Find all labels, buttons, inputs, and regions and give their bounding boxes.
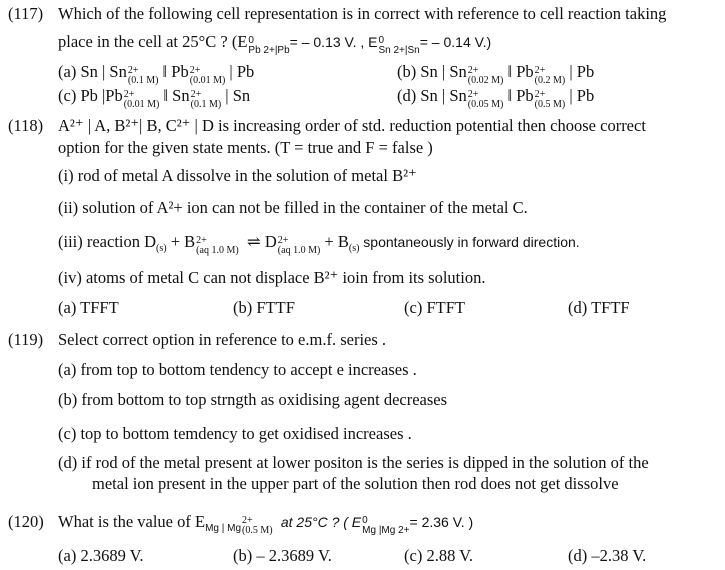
e-sn-term: [378, 36, 419, 56]
option-label: (d) Sn | Sn: [397, 86, 467, 105]
q118-option-a[interactable]: (a) TFFT: [58, 298, 119, 317]
q117-option-b[interactable]: [397, 62, 594, 86]
question-text: Select correct option in reference to e.m.f. series .: [58, 330, 387, 349]
question-text: Which of the following cell representation is in correct with reference to cell reaction taking: [58, 4, 667, 23]
q118-line1: [8, 116, 646, 136]
question-text: = – 0.14 V.): [419, 34, 492, 50]
q117-option-d[interactable]: [397, 86, 594, 110]
option-text: | Pb: [229, 62, 255, 81]
e-mg-term: [362, 516, 409, 536]
superscript: 0: [362, 515, 368, 526]
subscript: (s): [348, 243, 360, 254]
superscript: 0: [248, 35, 254, 46]
q118-statement-2: (ii) solution of A²+ ion can not be filled in the container of the metal C.: [58, 198, 528, 217]
concentration: (0.01 M): [189, 75, 226, 86]
option-text: ‖ Pb: [162, 62, 189, 81]
ion-conc: [196, 236, 239, 256]
statement-text: (iii) reaction D: [58, 232, 157, 251]
q119-option-c[interactable]: (c) top to bottom temdency to get oxidised increases .: [58, 424, 412, 443]
q118-option-c[interactable]: (c) FTFT: [404, 298, 465, 317]
charge: 2+: [534, 65, 546, 76]
charge: 2+: [127, 65, 139, 76]
subscript: Mg | Mg: [205, 523, 242, 534]
concentration: (0.5 M): [534, 99, 566, 110]
concentration: (0.1 M): [190, 99, 222, 110]
question-number: (120): [8, 512, 44, 531]
q120-option-c[interactable]: (c) 2.88 V.: [404, 546, 474, 565]
q120-option-d[interactable]: (d) –2.38 V.: [568, 546, 647, 565]
statement-text: spontaneously in forward direction.: [359, 234, 580, 250]
superscript: 0: [378, 35, 385, 46]
option-label: (b) Sn | Sn: [397, 62, 467, 81]
concentration: (0.1 M): [127, 75, 159, 86]
question-text: A²⁺ | A, B²⁺| B, C²⁺ | D is increasing order of std. reduction potential then choose correct: [58, 116, 646, 135]
statement-text: + B: [320, 232, 349, 251]
ion-conc: [124, 90, 160, 110]
statement-text: + B: [166, 232, 196, 251]
e-pb-term: [248, 36, 289, 56]
q119-option-a[interactable]: (a) from top to bottom tendency to accept e increases .: [58, 360, 417, 379]
charge: 2+: [196, 235, 207, 246]
q120-option-a[interactable]: (a) 2.3689 V.: [58, 546, 144, 565]
charge: 2+: [190, 89, 202, 100]
option-text: | Pb: [569, 86, 595, 105]
statement-text: D: [260, 232, 277, 251]
q119-option-d[interactable]: (d) if rod of the metal present at lower positon is the series is dipped in the solution of the: [58, 453, 649, 472]
subscript: Sn 2+|Sn: [378, 45, 420, 56]
question-text: place in the cell at 25°C ? (E: [58, 32, 248, 51]
q117-option-a[interactable]: [58, 62, 254, 86]
q119-option-d-cont: metal ion present in the upper part of the solution then rod does not get dissolve: [92, 474, 619, 493]
question-number: (117): [8, 4, 44, 23]
question-text: at 25°C ? ( E: [280, 514, 362, 530]
charge: 2+: [467, 89, 479, 100]
question-text: = – 0.13 V. , E: [289, 34, 378, 50]
ion-conc: [468, 90, 504, 110]
q118-option-d[interactable]: (d) TFTF: [568, 298, 630, 317]
emf-symbol: E: [195, 512, 206, 531]
q119-option-b[interactable]: (b) from bottom to top strngth as oxidising agent decreases: [58, 390, 448, 409]
charge: 2+: [277, 235, 289, 246]
q118-option-b[interactable]: (b) FTTF: [233, 298, 295, 317]
ion-conc: [191, 90, 222, 110]
ion-conc: [190, 66, 226, 86]
subscript: Mg |Mg 2+: [362, 525, 410, 536]
option-text: | Sn: [225, 86, 251, 105]
q118-statement-4: (iv) atoms of metal C can not displace B²⁺ ioin from its solution.: [58, 268, 486, 287]
question-text: What is the value of: [58, 512, 191, 531]
subscript: Pb 2+|Pb: [248, 45, 290, 56]
ion-conc: [128, 66, 159, 86]
concentration: (aq 1.0 M): [277, 245, 321, 256]
ion-conc: [535, 66, 566, 86]
ion-conc: [278, 236, 321, 256]
q118-line2: option for the given state ments. (T = true and F = false ): [58, 138, 433, 157]
charge: 2+: [242, 515, 253, 526]
equilibrium-arrow-icon: ⇌: [246, 232, 261, 251]
concentration: (aq 1.0 M): [196, 245, 239, 256]
q117-option-c[interactable]: [58, 86, 250, 110]
option-text: ‖ Pb: [507, 62, 534, 81]
question-text: = 2.36 V. ): [409, 514, 474, 530]
q117-line2: [58, 32, 491, 56]
option-text: ‖ Sn: [163, 86, 190, 105]
charge: 2+: [123, 89, 135, 100]
concentration: (0.05 M): [467, 99, 504, 110]
concentration: (0.02 M): [467, 75, 504, 86]
question-number: (119): [8, 330, 44, 349]
option-text: ‖ Pb: [507, 86, 534, 105]
q118-statement-1: (i) rod of metal A dissolve in the solution of metal B²⁺: [58, 166, 417, 185]
ion-conc: [535, 90, 566, 110]
q117-line1: [8, 4, 666, 24]
option-label: (c) Pb |Pb: [58, 86, 123, 105]
option-label: (a) Sn | Sn: [58, 62, 127, 81]
q118-statement-3: [58, 232, 580, 259]
charge: 2+: [534, 89, 546, 100]
q119-line1: [8, 330, 386, 350]
q120-option-b[interactable]: (b) – 2.3689 V.: [233, 546, 332, 565]
concentration: (0.01 M): [123, 99, 160, 110]
charge: 2+: [189, 65, 201, 76]
question-number: (118): [8, 116, 44, 135]
q120-line1: [8, 512, 473, 539]
concentration: (0.2 M): [534, 75, 566, 86]
charge: 2+: [467, 65, 479, 76]
ion-conc: [468, 66, 504, 86]
concentration: (0.5 M): [242, 525, 273, 536]
ion-conc: [242, 516, 273, 536]
option-text: | Pb: [569, 62, 595, 81]
subscript: (s): [156, 243, 167, 254]
